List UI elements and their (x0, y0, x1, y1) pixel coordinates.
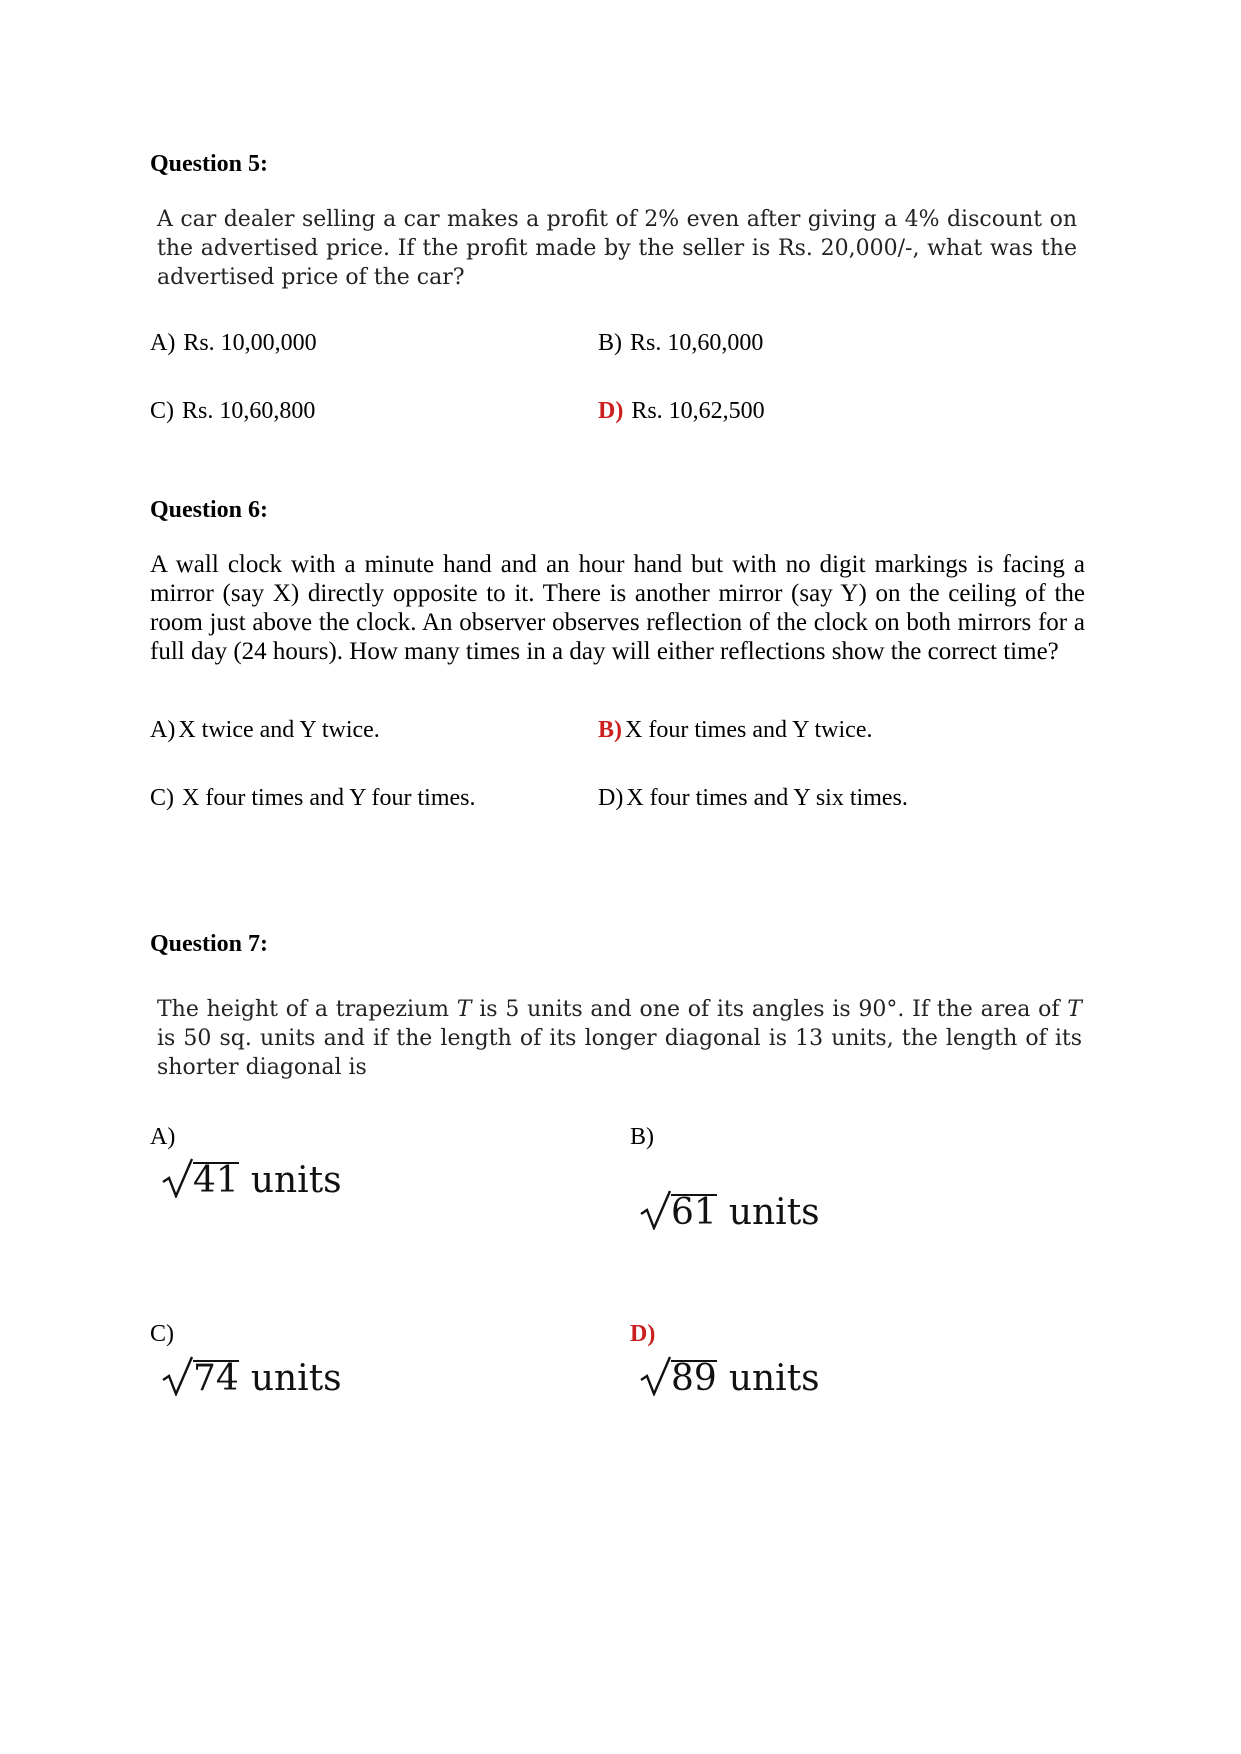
unit: units (728, 1358, 820, 1399)
question-7-option-c-label[interactable]: C) (150, 1321, 174, 1347)
question-6-option-c[interactable] (150, 784, 476, 812)
question-7-option-a-answer[interactable] (162, 1158, 342, 1201)
option-value: Rs. 10,00,000 (183, 330, 317, 356)
option-label: C) (150, 398, 174, 424)
correct-option-label: D) (630, 1321, 656, 1347)
radicand: 61 (671, 1192, 717, 1233)
text-part: The height of a trapezium (157, 997, 457, 1022)
question-5-option-b[interactable] (598, 329, 763, 357)
option-value: X four times and Y six times. (626, 785, 908, 811)
unit: units (728, 1192, 820, 1233)
square-root-icon (162, 1158, 194, 1198)
option-value: X four times and Y four times. (182, 785, 476, 811)
square-root-icon (162, 1356, 194, 1396)
question-7-option-a-label[interactable]: A) (150, 1124, 176, 1150)
question-6-text: A wall clock with a minute hand and an hour hand but with no digit markings is facing a mirror (say X) directly opposite to it. There is another mirror (say Y) on the ceiling of the room just above the clock. An observer observes reflection of the clock on both mirrors for a full day (24 hours). How many times in a day will either reflections show the correct time? (150, 551, 1085, 665)
option-value: X twice and Y twice. (178, 717, 380, 743)
question-7-option-b-answer[interactable] (640, 1190, 820, 1233)
square-root-icon (640, 1356, 672, 1396)
text-part: is 5 units and one of its angles is 90°. If the area of (471, 997, 1068, 1022)
option-value: Rs. 10,60,000 (630, 330, 764, 356)
math-variable: T (456, 997, 472, 1022)
option-value: Rs. 10,62,500 (631, 398, 765, 424)
unit: units (250, 1358, 342, 1399)
question-7-option-c-answer[interactable] (162, 1356, 342, 1399)
option-label: D) (598, 785, 624, 811)
square-root-icon (640, 1190, 672, 1230)
text-part: is 50 sq. units and if the length of its longer diagonal is 13 units, the length of its shorter diagonal is (157, 1026, 1082, 1080)
correct-option-label: B) (598, 717, 622, 743)
question-5-title: Question 5: (150, 151, 269, 177)
question-5-option-d[interactable] (598, 397, 765, 425)
question-5-option-c[interactable] (150, 397, 315, 425)
question-6-title: Question 6: (150, 497, 269, 523)
question-5-text: A car dealer selling a car makes a profit of 2% even after giving a 4% discount on the advertised price. If the profit made by the seller is Rs. 20,000/-, what was the advertised price of the car? (157, 207, 1077, 290)
question-7-title: Question 7: (150, 931, 269, 957)
option-label: B) (598, 330, 622, 356)
question-7-option-d-label[interactable] (630, 1320, 663, 1348)
math-variable: T (1067, 997, 1082, 1022)
question-7-option-d-answer[interactable] (640, 1356, 820, 1399)
radicand: 74 (193, 1358, 239, 1399)
question-5-option-a[interactable] (150, 329, 317, 357)
correct-option-label: D) (598, 398, 624, 424)
question-6-option-b[interactable] (598, 716, 873, 744)
radicand: 89 (671, 1358, 717, 1399)
option-label: C) (150, 785, 174, 811)
option-value: Rs. 10,60,800 (182, 398, 316, 424)
question-6-option-a[interactable] (150, 716, 380, 744)
option-label: A) (150, 330, 176, 356)
question-6-option-d[interactable] (598, 784, 908, 812)
unit: units (250, 1160, 342, 1201)
option-label: A) (150, 717, 176, 743)
question-7-option-b-label[interactable]: B) (630, 1124, 654, 1150)
radicand: 41 (193, 1160, 239, 1201)
option-value: X four times and Y twice. (625, 717, 873, 743)
question-7-text (157, 995, 1082, 1082)
